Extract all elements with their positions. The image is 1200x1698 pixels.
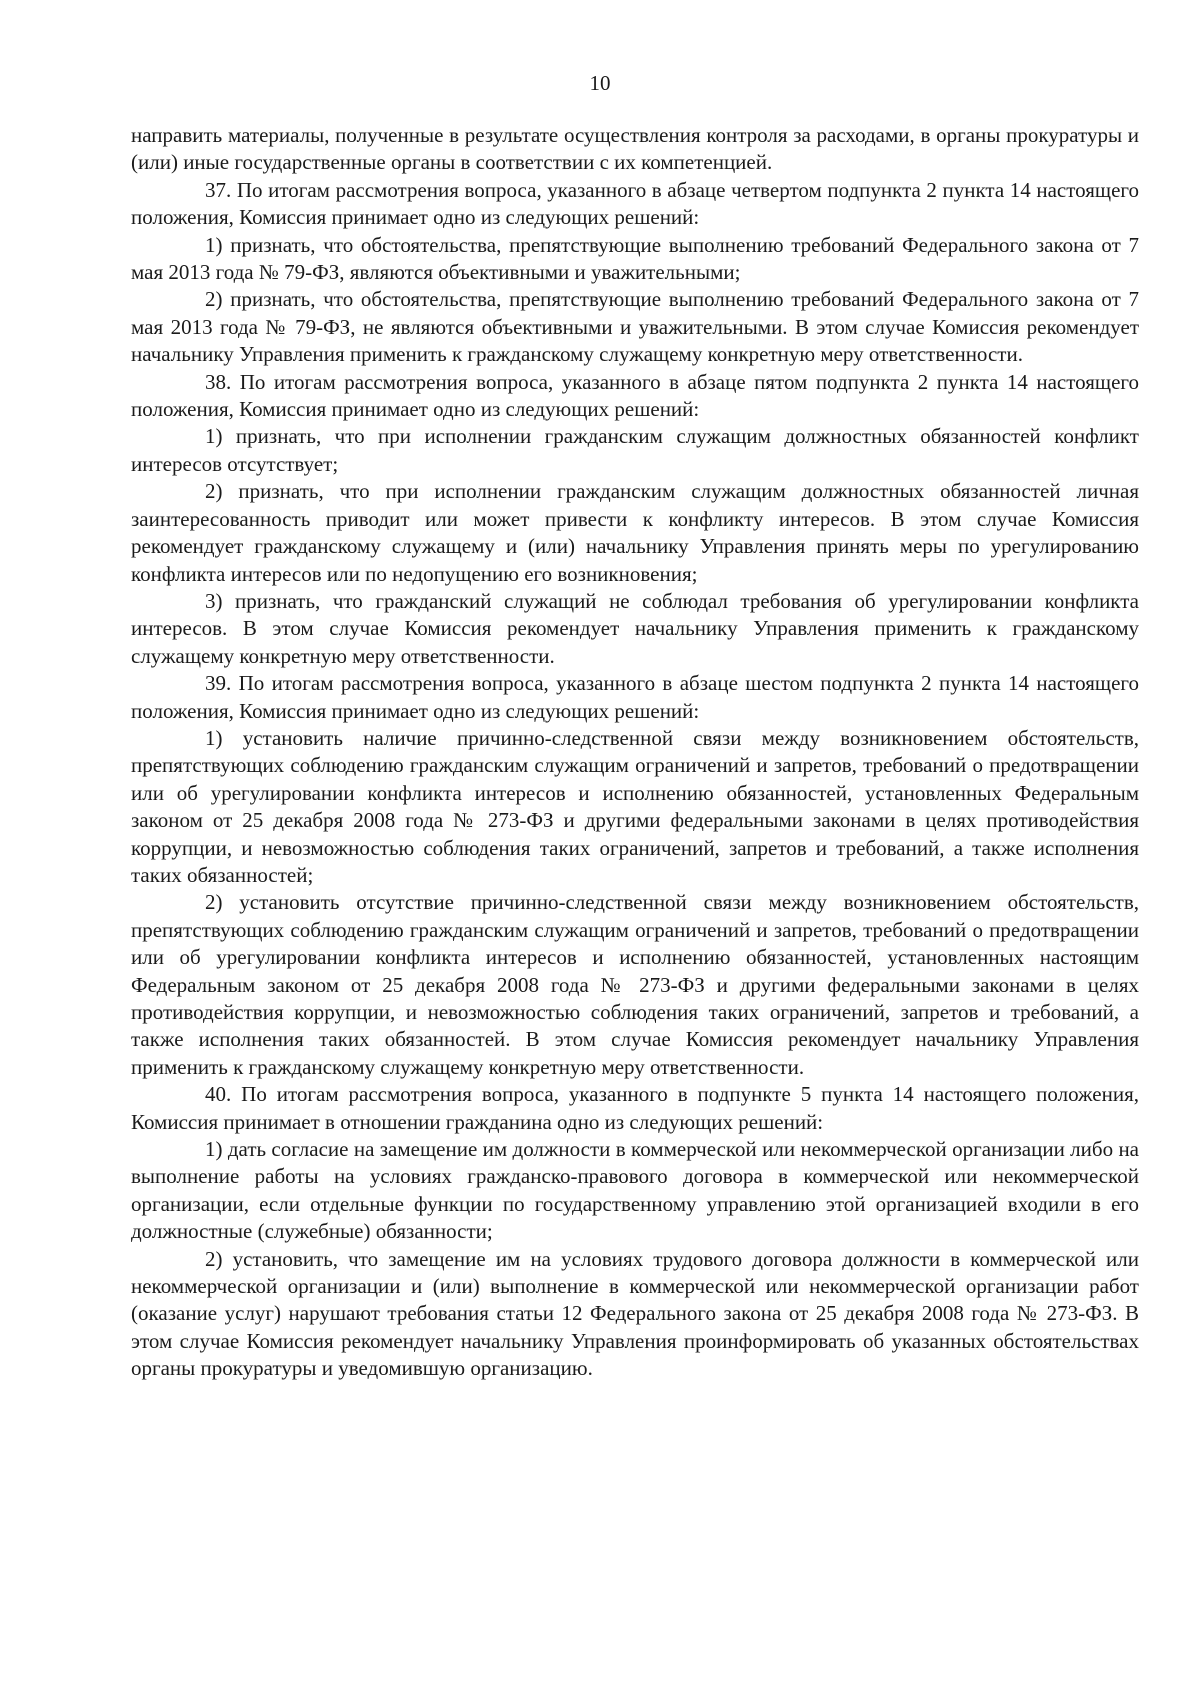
document-body	[131, 122, 1139, 1383]
paragraph-38-subitem-3: 3) признать, что гражданский служащий не соблюдал требования об урегулировании конфликта интересов. В этом случае Комиссия рекомендует начальнику Управления применить к гражданскому служащему конкретную меру ответственности.	[131, 588, 1139, 668]
paragraph-37-subitem-2: 2) признать, что обстоятельства, препятствующие выполнению требований Федерального закона от 7 мая 2013 года № 79-ФЗ, не являются объективными и уважительными. В этом случае Комиссия рекомендует начальнику Управления применить к гражданскому служащему конкретную меру ответственности.	[131, 287, 1139, 367]
paragraph-item-40: 40. По итогам рассмотрения вопроса, указанного в подпункте 5 пункта 14 настоящего положения, Комиссия принимает в отношении гражданина одно из следующих решений:	[131, 1082, 1139, 1134]
paragraph-40-subitem-2: 2) установить, что замещение им на условиях трудового договора должности в коммерческой или некоммерческой организации и (или) выполнение в коммерческой или некоммерческой организации работ (оказание услуг) нарушают требования статьи 12 Федерального закона от 25 декабря 2008 года № 273-ФЗ. В этом случае Комиссия рекомендует начальнику Управления проинформировать об указанных обстоятельствах органы прокуратуры и уведомившую организацию.	[131, 1246, 1139, 1381]
paragraph-37-subitem-1: 1) признать, что обстоятельства, препятствующие выполнению требований Федерального закона от 7 мая 2013 года № 79-ФЗ, являются объективными и уважительными;	[131, 232, 1139, 285]
paragraph-40-subitem-1: 1) дать согласие на замещение им должности в коммерческой или некоммерческой организации либо на выполнение работы на условиях гражданско-правового договора в коммерческой или некоммерческой организации, если отдельные функции по государственному управлению этой организацией входили в его должностные (служебные) обязанности;	[131, 1137, 1139, 1244]
paragraph-continuation: направить материалы, полученные в результате осуществления контроля за расходами, в органы прокуратуры и (или) иные государственные органы в соответствии с их компетенцией.	[131, 123, 1139, 175]
paragraph-item-37: 37. По итогам рассмотрения вопроса, указанного в абзаце четвертом подпункта 2 пункта 14 настоящего положения, Комиссия принимает одно из следующих решений:	[131, 177, 1139, 230]
paragraph-39-subitem-2: 2) установить отсутствие причинно-следственной связи между возникновением обстоятельств, препятствующих соблюдению гражданским служащим ограничений и запретов, требований о предотвращении или об урегулировании конфликта интересов и исполнению обязанностей, установленных настоящим Федеральным законом от 25 декабря 2008 года № 273-ФЗ и другими федеральными законами в целях противодействия коррупции, и невозможностью соблюдения таких ограничений, запретов и требований, а также исполнения таких обязанностей. В этом случае Комиссия рекомендует начальнику Управления применить к гражданскому служащему конкретную меру ответственности.	[131, 890, 1139, 1079]
paragraph-38-subitem-1: 1) признать, что при исполнении гражданским служащим должностных обязанностей конфликт интересов отсутствует;	[131, 424, 1139, 476]
paragraph-item-39: 39. По итогам рассмотрения вопроса, указанного в абзаце шестом подпункта 2 пункта 14 настоящего положения, Комиссия принимает одно из следующих решений:	[131, 671, 1139, 723]
paragraph-38-subitem-2: 2) признать, что при исполнении гражданским служащим должностных обязанностей личная заинтересованность приводит или может привести к конфликту интересов. В этом случае Комиссия рекомендует гражданскому служащему и (или) начальнику Управления принять меры по урегулированию конфликта интересов или по недопущению его возникновения;	[131, 479, 1139, 586]
page-number: 10	[589, 71, 611, 95]
paragraph-item-38: 38. По итогам рассмотрения вопроса, указанного в абзаце пятом подпункта 2 пункта 14 настоящего положения, Комиссия принимает одно из следующих решений:	[131, 369, 1139, 422]
paragraph-39-subitem-1: 1) установить наличие причинно-следственной связи между возникновением обстоятельств, препятствующих соблюдению гражданским служащим ограничений и запретов, требований о предотвращении или об урегулировании конфликта интересов и исполнению обязанностей, установленных Федеральным законом от 25 декабря 2008 года № 273-ФЗ и другими федеральными законами в целях противодействия коррупции, и невозможностью соблюдения таких ограничений, запретов и требований, а также исполнения таких обязанностей;	[131, 725, 1139, 887]
